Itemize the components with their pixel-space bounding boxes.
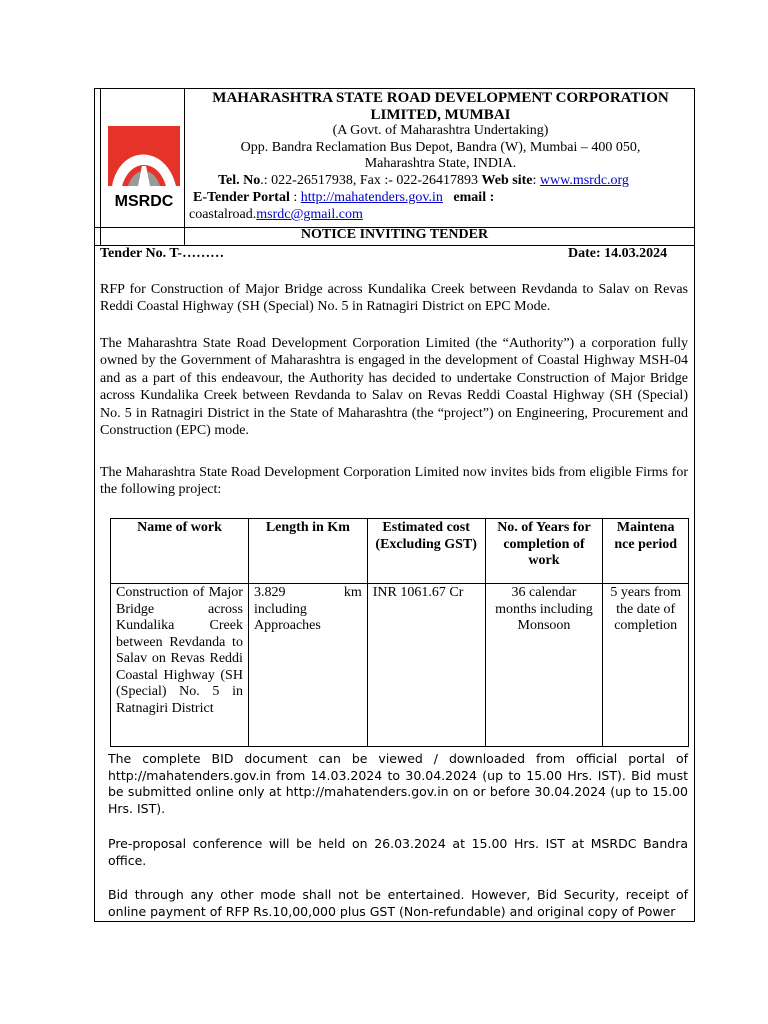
table-header-row xyxy=(111,519,689,584)
cell-years: 36 calendar months including Monsoon xyxy=(485,584,603,747)
paragraph-authority: The Maharashtra State Road Development Corporation Limited (the “Authority”) a corporation fully owned by the Government of Maharashtra is engaged in the development of Coastal Highway MSH-04 and as a part of this endeavour, the Authority has decided to undertake Construction of Major Bridge across Kundalika Creek between Revdanda to Salav on Revas Reddi Coastal Highway (SH (Special) No. 5 in Ratnagiri District in the State of Maharashtra (the “project”) on Engineering, Procurement and Construction (EPC) mode. xyxy=(100,336,688,439)
portal-label: E-Tender Portal xyxy=(193,190,290,205)
address-line2: Maharashtra State, INDIA. xyxy=(364,156,517,171)
col-header-length: Length in Km xyxy=(248,519,367,584)
email-label: email : xyxy=(453,190,495,205)
tender-date: Date: 14.03.2024 xyxy=(568,246,668,261)
col-header-name: Name of work xyxy=(111,519,249,584)
cell-length: 3.829 km including Approaches xyxy=(248,584,367,747)
tel-value: .: 022-26517938, Fax :- 022-26417893 xyxy=(260,173,482,188)
website-link[interactable]: www.msrdc.org xyxy=(539,173,629,188)
tender-number: Tender No. T-……… xyxy=(100,246,225,261)
org-name-line2: LIMITED, MUMBAI xyxy=(370,107,511,123)
portal-line: E-Tender Portal : http://mahatenders.gov.in email : xyxy=(193,190,495,205)
email-line xyxy=(189,207,363,223)
cell-cost: INR 1061.67 Cr xyxy=(367,584,485,747)
email-link[interactable]: msrdc@gmail.com xyxy=(256,207,363,222)
website-label: Web site xyxy=(481,173,533,188)
paragraph-invite: The Maharashtra State Road Development Corporation Limited now invites bids from eligible Firms for the following project: xyxy=(100,465,688,497)
govt-undertaking: (A Govt. of Maharashtra Undertaking) xyxy=(332,123,549,138)
paragraph-rfp: RFP for Construction of Major Bridge across Kundalika Creek between Revdanda to Salav on Revas Reddi Coastal Highway (SH (Special) No. 5 in Ratnagiri District on EPC Mode. xyxy=(100,282,688,314)
cell-name-of-work: Construction of Major Bridge across Kundalika Creek between Revdanda to Salav on Revas Reddi Coastal Highway (SH (Special) No. 5 in Ratnagiri District xyxy=(111,584,249,747)
cell-maintenance: 5 years from the date of completion xyxy=(603,584,689,747)
header-block xyxy=(184,88,695,246)
col-header-maintenance: Maintena nce period xyxy=(603,519,689,584)
portal-link[interactable]: http://mahatenders.gov.in xyxy=(300,190,443,205)
notice-title: NOTICE INVITING TENDER xyxy=(300,227,489,242)
paragraph-bid-mode: Bid through any other mode shall not be entertained. However, Bid Security, receipt of online payment of RFP Rs.10,00,000 plus GST (Non-refundable) and original copy of Power xyxy=(108,887,688,919)
work-table xyxy=(110,518,689,747)
paragraph-bid-document: The complete BID document can be viewed / downloaded from official portal of http://mahatenders.gov.in from 14.03.2024 to 30.04.2024 (up to 15.00 Hrs. IST). Bid must be submitted online only at http://mahatenders.gov.in on or before 30.04.2024 (up to 15.00 Hrs. IST). xyxy=(108,751,688,816)
paragraph-pre-proposal: Pre-proposal conference will be held on 26.03.2024 at 15.00 Hrs. IST at MSRDC Bandra office. xyxy=(108,836,688,868)
tel-label: Tel. No xyxy=(218,173,261,188)
contact-line: Tel. No.: 022-26517938, Fax :- 022-26417893 Web site: www.msrdc.org xyxy=(218,173,629,188)
frame-inner-line xyxy=(100,88,101,246)
email-prefix: coastalroad. xyxy=(189,207,257,222)
msrdc-logo xyxy=(106,122,182,210)
logo-text: MSRDC xyxy=(114,193,174,210)
col-header-years: No. of Years for completion of work xyxy=(485,519,603,584)
col-header-cost: Estimated cost (Excluding GST) xyxy=(367,519,485,584)
address-line1: Opp. Bandra Reclamation Bus Depot, Bandra (W), Mumbai – 400 050, xyxy=(240,140,641,155)
org-name-line1: MAHARASHTRA STATE ROAD DEVELOPMENT CORPORATION xyxy=(212,90,669,106)
table-row xyxy=(111,584,689,747)
